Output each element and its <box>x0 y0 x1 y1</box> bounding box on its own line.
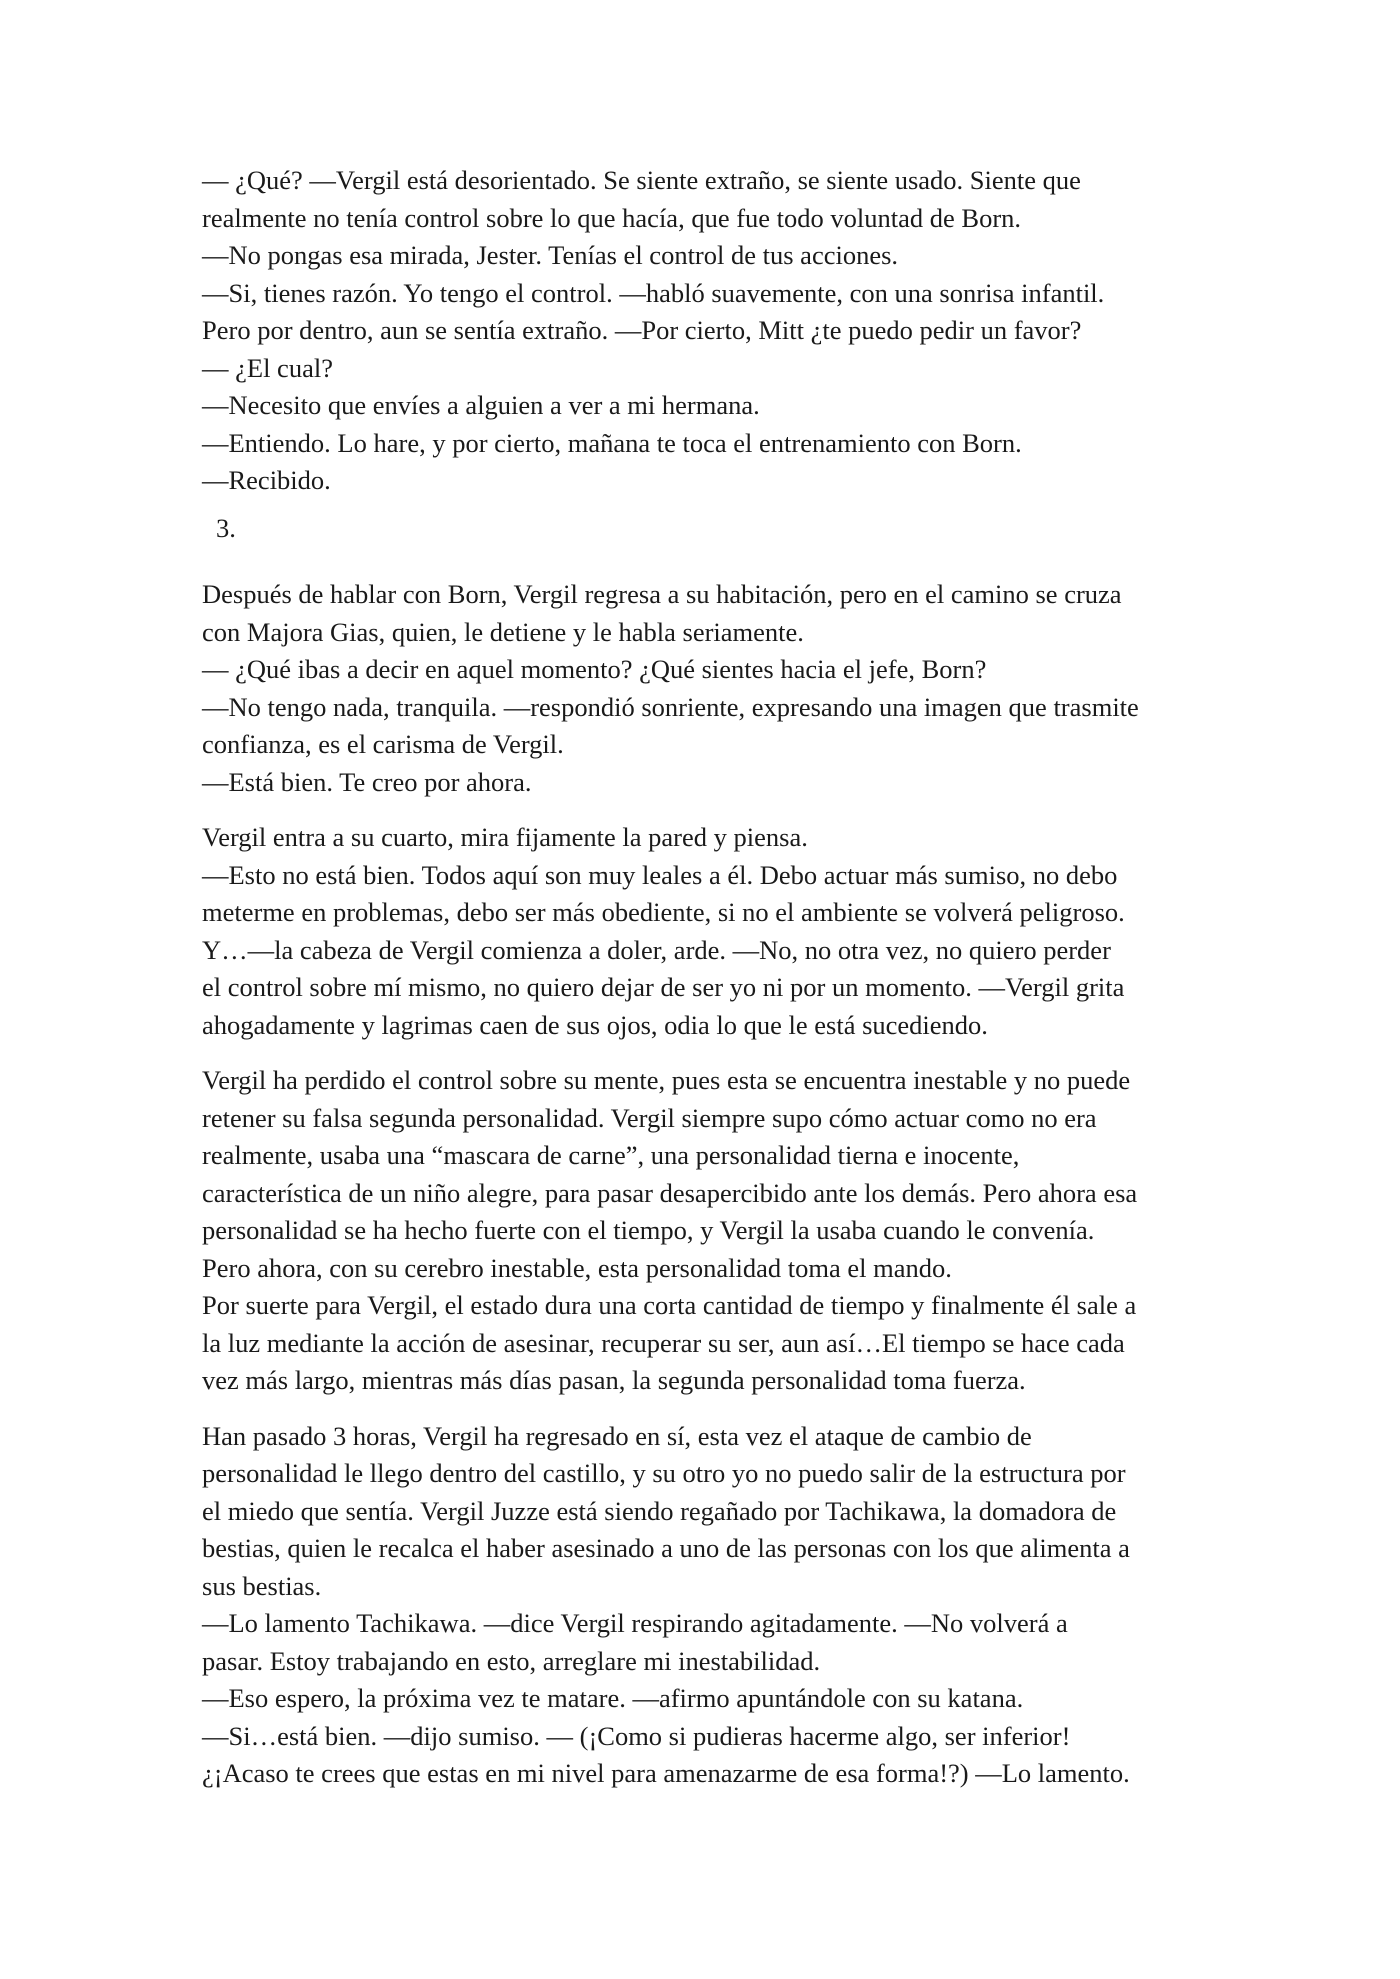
paragraph-gap <box>202 1400 1222 1418</box>
text-line: —Eso espero, la próxima vez te matare. —afirmo apuntándole con su katana. <box>202 1683 1024 1713</box>
paragraph <box>202 1418 1222 1793</box>
text-line: Por suerte para Vergil, el estado dura una corta cantidad de tiempo y finalmente él sale a <box>202 1290 1137 1320</box>
text-line: característica de un niño alegre, para pasar desapercibido ante los demás. Pero ahora esa <box>202 1177 1138 1208</box>
text-line: el control sobre mí mismo, no quiero dejar de ser yo ni por un momento. —Vergil grita <box>202 972 1125 1002</box>
text-line: el miedo que sentía. Vergil Juzze está siendo regañado por Tachikawa, la domadora de <box>202 1495 1117 1526</box>
text-line: con Majora Gias, quien, le detiene y le habla seriamente. <box>202 616 804 647</box>
text-line: —Si, tienes razón. Yo tengo el control. —habló suavemente, con una sonrisa infantil. <box>202 277 1105 308</box>
text-line: — ¿El cual? <box>202 352 333 383</box>
document-page <box>202 162 1222 1793</box>
text-line: personalidad se ha hecho fuerte con el tiempo, y Vergil la usaba cuando le convenía. <box>202 1215 1095 1245</box>
text-line: Han pasado 3 horas, Vergil ha regresado en sí, esta vez el ataque de cambio de <box>202 1420 1032 1451</box>
text-line: —Está bien. Te creo por ahora. <box>202 766 532 797</box>
text-line: personalidad le llego dentro del castillo, y su otro yo no puedo salir de la estructura por <box>202 1458 1126 1488</box>
paragraph <box>202 576 1222 801</box>
paragraph-gap <box>202 1044 1222 1062</box>
text-line: ¿¡Acaso te crees que estas en mi nivel para amenazarme de esa forma!?) —Lo lamento. <box>202 1758 1130 1788</box>
text-line: —Necesito que envíes a alguien a ver a mi hermana. <box>202 390 760 420</box>
section-number <box>202 510 1222 548</box>
text-line: pasar. Estoy trabajando en esto, arreglare mi inestabilidad. <box>202 1645 821 1676</box>
text-line: realmente, usaba una “mascara de carne”, una personalidad tierna e inocente, <box>202 1140 1020 1170</box>
text-line: Vergil entra a su cuarto, mira fijamente la pared y piensa. <box>202 822 808 852</box>
text-line: —No pongas esa mirada, Jester. Tenías el control de tus acciones. <box>202 240 899 270</box>
text-line: realmente no tenía control sobre lo que hacía, que fue todo voluntad de Born. <box>202 202 1022 233</box>
text-line: Pero por dentro, aun se sentía extraño. —Por cierto, Mitt ¿te puedo pedir un favor? <box>202 315 1082 345</box>
paragraph-gap <box>202 801 1222 819</box>
text-line: Pero ahora, con su cerebro inestable, esta personalidad toma el mando. <box>202 1252 952 1283</box>
paragraph <box>202 819 1222 1044</box>
text-line: —Si…está bien. —dijo sumiso. — (¡Como si pudieras hacerme algo, ser inferior! <box>202 1720 1071 1751</box>
text-line: —No tengo nada, tranquila. —respondió sonriente, expresando una imagen que trasmite <box>202 691 1139 722</box>
text-line: sus bestias. <box>202 1570 322 1601</box>
text-line: Después de hablar con Born, Vergil regresa a su habitación, pero en el camino se cruza <box>202 579 1122 609</box>
text-line: — ¿Qué ibas a decir en aquel momento? ¿Qué sientes hacia el jefe, Born? <box>202 654 987 684</box>
text-line: ahogadamente y lagrimas caen de sus ojos, odia lo que le está sucediendo. <box>202 1009 988 1040</box>
paragraph <box>202 1062 1222 1400</box>
text-line: —Esto no está bien. Todos aquí son muy leales a él. Debo actuar más sumiso, no debo <box>202 859 1118 890</box>
text-line: Vergil ha perdido el control sobre su mente, pues esta se encuentra inestable y no puede <box>202 1065 1131 1095</box>
text-line: — ¿Qué? —Vergil está desorientado. Se siente extraño, se siente usado. Siente que <box>202 165 1081 195</box>
text-line: bestias, quien le recalca el haber asesinado a uno de las personas con los que alimenta a <box>202 1533 1130 1563</box>
text-line: Y…—la cabeza de Vergil comienza a doler, arde. —No, no otra vez, no quiero perder <box>202 934 1111 965</box>
text-line: —Lo lamento Tachikawa. —dice Vergil respirando agitadamente. —No volverá a <box>202 1608 1068 1638</box>
text-line: meterme en problemas, debo ser más obediente, si no el ambiente se volverá peligroso. <box>202 897 1125 927</box>
text-line: retener su falsa segunda personalidad. Vergil siempre supo cómo actuar como no era <box>202 1102 1097 1133</box>
text-line: 3. <box>216 512 236 543</box>
text-line: —Recibido. <box>202 465 331 495</box>
text-line: —Entiendo. Lo hare, y por cierto, mañana te toca el entrenamiento con Born. <box>202 427 1022 458</box>
text-line: vez más largo, mientras más días pasan, la segunda personalidad toma fuerza. <box>202 1365 1026 1395</box>
text-line: la luz mediante la acción de asesinar, recuperar su ser, aun así…El tiempo se hace cada <box>202 1327 1125 1358</box>
paragraph <box>202 162 1222 500</box>
text-line: confianza, es el carisma de Vergil. <box>202 729 564 759</box>
